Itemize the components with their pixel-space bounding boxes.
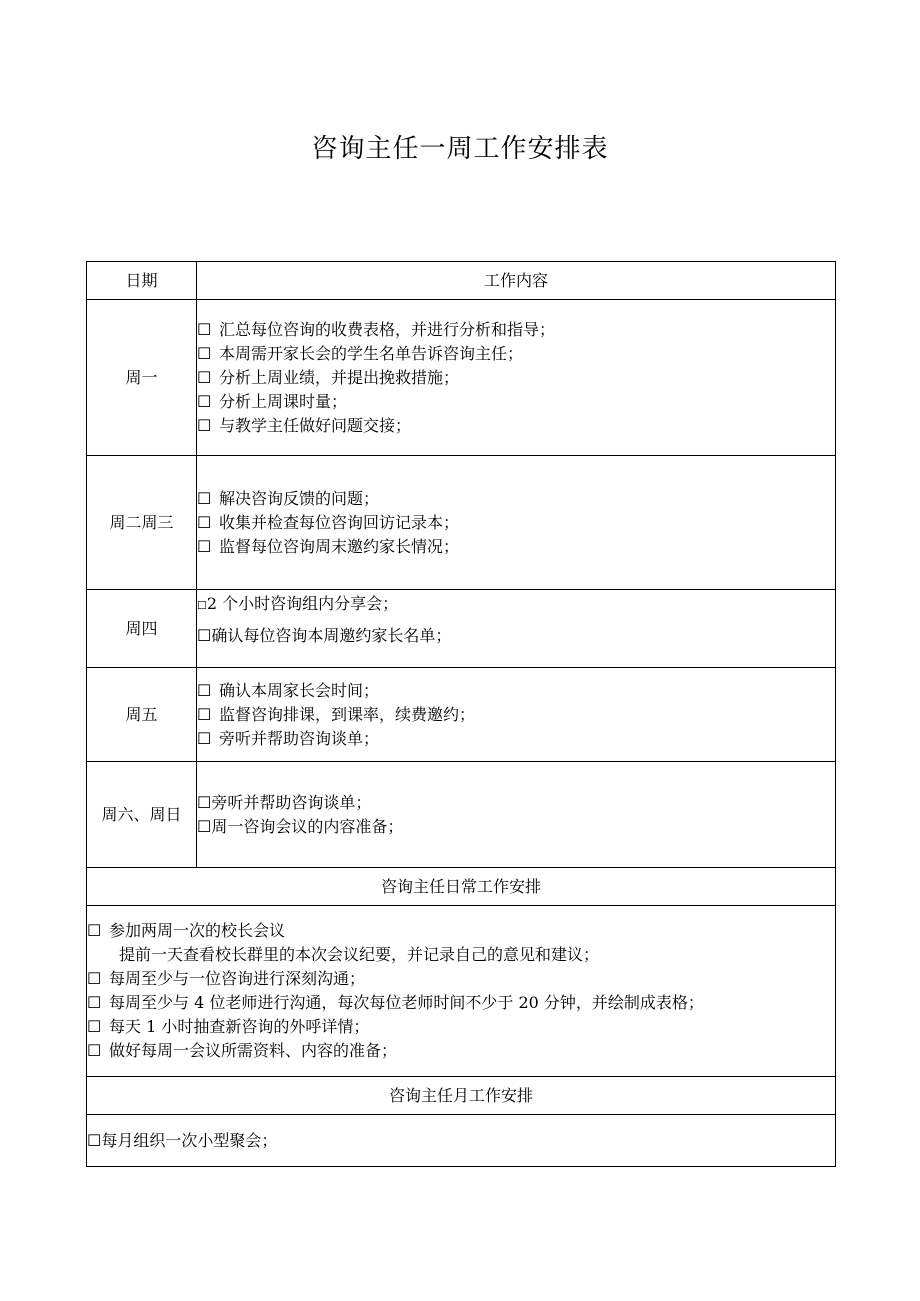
row-thursday — [87, 590, 836, 668]
checkbox-icon: ☐ — [87, 1130, 102, 1150]
checkbox-icon: ☐ — [197, 704, 212, 724]
monthly-content-cell — [87, 1115, 836, 1167]
content-cell — [197, 668, 836, 762]
content-cell — [197, 456, 836, 590]
checkbox-icon: ☐ — [197, 415, 212, 435]
row-friday — [87, 668, 836, 762]
task-item: ☐ 做好每周一会议所需资料、内容的准备； — [87, 1039, 835, 1063]
task-item: ☐旁听并帮助咨询谈单； — [197, 791, 835, 815]
monthly-heading-row — [87, 1077, 836, 1115]
checkbox-icon: ☐ — [87, 969, 102, 988]
row-tue-wed — [87, 456, 836, 590]
date-header: 日期 — [87, 262, 197, 300]
day-cell: 周五 — [87, 668, 197, 762]
day-cell: 周二周三 — [87, 456, 197, 590]
checkbox-icon: ☐ — [197, 391, 212, 411]
task-item: ☐ 每周至少与 4 位老师进行沟通，每次每位老师时间不少于 20 分钟，并绘制成表格； — [87, 991, 835, 1015]
checkbox-icon: ☐ — [197, 680, 212, 700]
task-sub-item: 提前一天查看校长群里的本次会议纪要，并记录自己的意见和建议； — [119, 945, 600, 964]
task-item: ☐ 参加两周一次的校长会议 — [87, 919, 835, 943]
day-cell: 周六、周日 — [87, 762, 197, 868]
task-item: ☐周一咨询会议的内容准备； — [197, 815, 835, 839]
task-item: ☐ 汇总每位咨询的收费表格，并进行分析和指导； — [197, 318, 835, 342]
checkbox-icon: ☐ — [197, 319, 212, 339]
monthly-heading: 咨询主任月工作安排 — [87, 1077, 836, 1115]
task-item: ☐ 监督咨询排课，到课率，续费邀约； — [197, 703, 835, 727]
day-cell: 周四 — [87, 590, 197, 668]
task-item: ☐每月组织一次小型聚会； — [87, 1129, 835, 1153]
task-item: ☐ 解决咨询反馈的问题； — [197, 487, 835, 511]
daily-heading-row — [87, 868, 836, 906]
header-row — [87, 262, 836, 300]
checkbox-icon: ☐ — [197, 816, 212, 836]
checkbox-icon: ☐ — [197, 626, 212, 645]
checkbox-icon: ☐ — [197, 599, 207, 612]
day-cell: 周一 — [87, 300, 197, 456]
task-item: ☐ 收集并检查每位咨询回访记录本； — [197, 511, 835, 535]
task-item: ☐ 每周至少与一位咨询进行深刻沟通； — [87, 967, 835, 991]
checkbox-icon: ☐ — [197, 792, 212, 812]
row-monday — [87, 300, 836, 456]
checkbox-icon: ☐ — [197, 512, 212, 532]
content-cell — [197, 762, 836, 868]
row-weekend — [87, 762, 836, 868]
monthly-row — [87, 1115, 836, 1167]
schedule-table — [86, 261, 836, 1167]
checkbox-icon: ☐ — [87, 1017, 102, 1036]
daily-heading: 咨询主任日常工作安排 — [87, 868, 836, 906]
task-item: ☐ 分析上周业绩，并提出挽救措施； — [197, 366, 835, 390]
checkbox-icon: ☐ — [197, 536, 212, 556]
content-header: 工作内容 — [197, 262, 836, 300]
checkbox-icon: ☐ — [197, 367, 212, 387]
task-item: ☐ 旁听并帮助咨询谈单； — [197, 727, 835, 751]
task-item: ☐ 与教学主任做好问题交接； — [197, 414, 835, 438]
content-cell — [197, 300, 836, 456]
checkbox-icon: ☐ — [197, 343, 212, 363]
checkbox-icon: ☐ — [87, 993, 102, 1012]
task-item: ☐ 每天 1 小时抽查新咨询的外呼详情； — [87, 1015, 835, 1039]
task-item: ☐ 确认本周家长会时间； — [197, 679, 835, 703]
task-item: ☐确认每位咨询本周邀约家长名单； — [197, 624, 835, 648]
checkbox-icon: ☐ — [87, 921, 102, 940]
page-title: 咨询主任一周工作安排表 — [311, 134, 609, 164]
task-item: ☐ 监督每位咨询周末邀约家长情况； — [197, 535, 835, 559]
daily-row — [87, 906, 836, 1077]
checkbox-icon: ☐ — [87, 1041, 102, 1060]
task-item: ☐2 个小时咨询组内分享会； — [197, 592, 835, 618]
task-item: ☐ 分析上周课时量； — [197, 390, 835, 414]
task-item: ☐ 本周需开家长会的学生名单告诉咨询主任； — [197, 342, 835, 366]
content-cell — [197, 590, 836, 668]
checkbox-icon: ☐ — [197, 728, 212, 748]
checkbox-icon: ☐ — [197, 488, 212, 508]
daily-content-cell — [87, 906, 836, 1077]
